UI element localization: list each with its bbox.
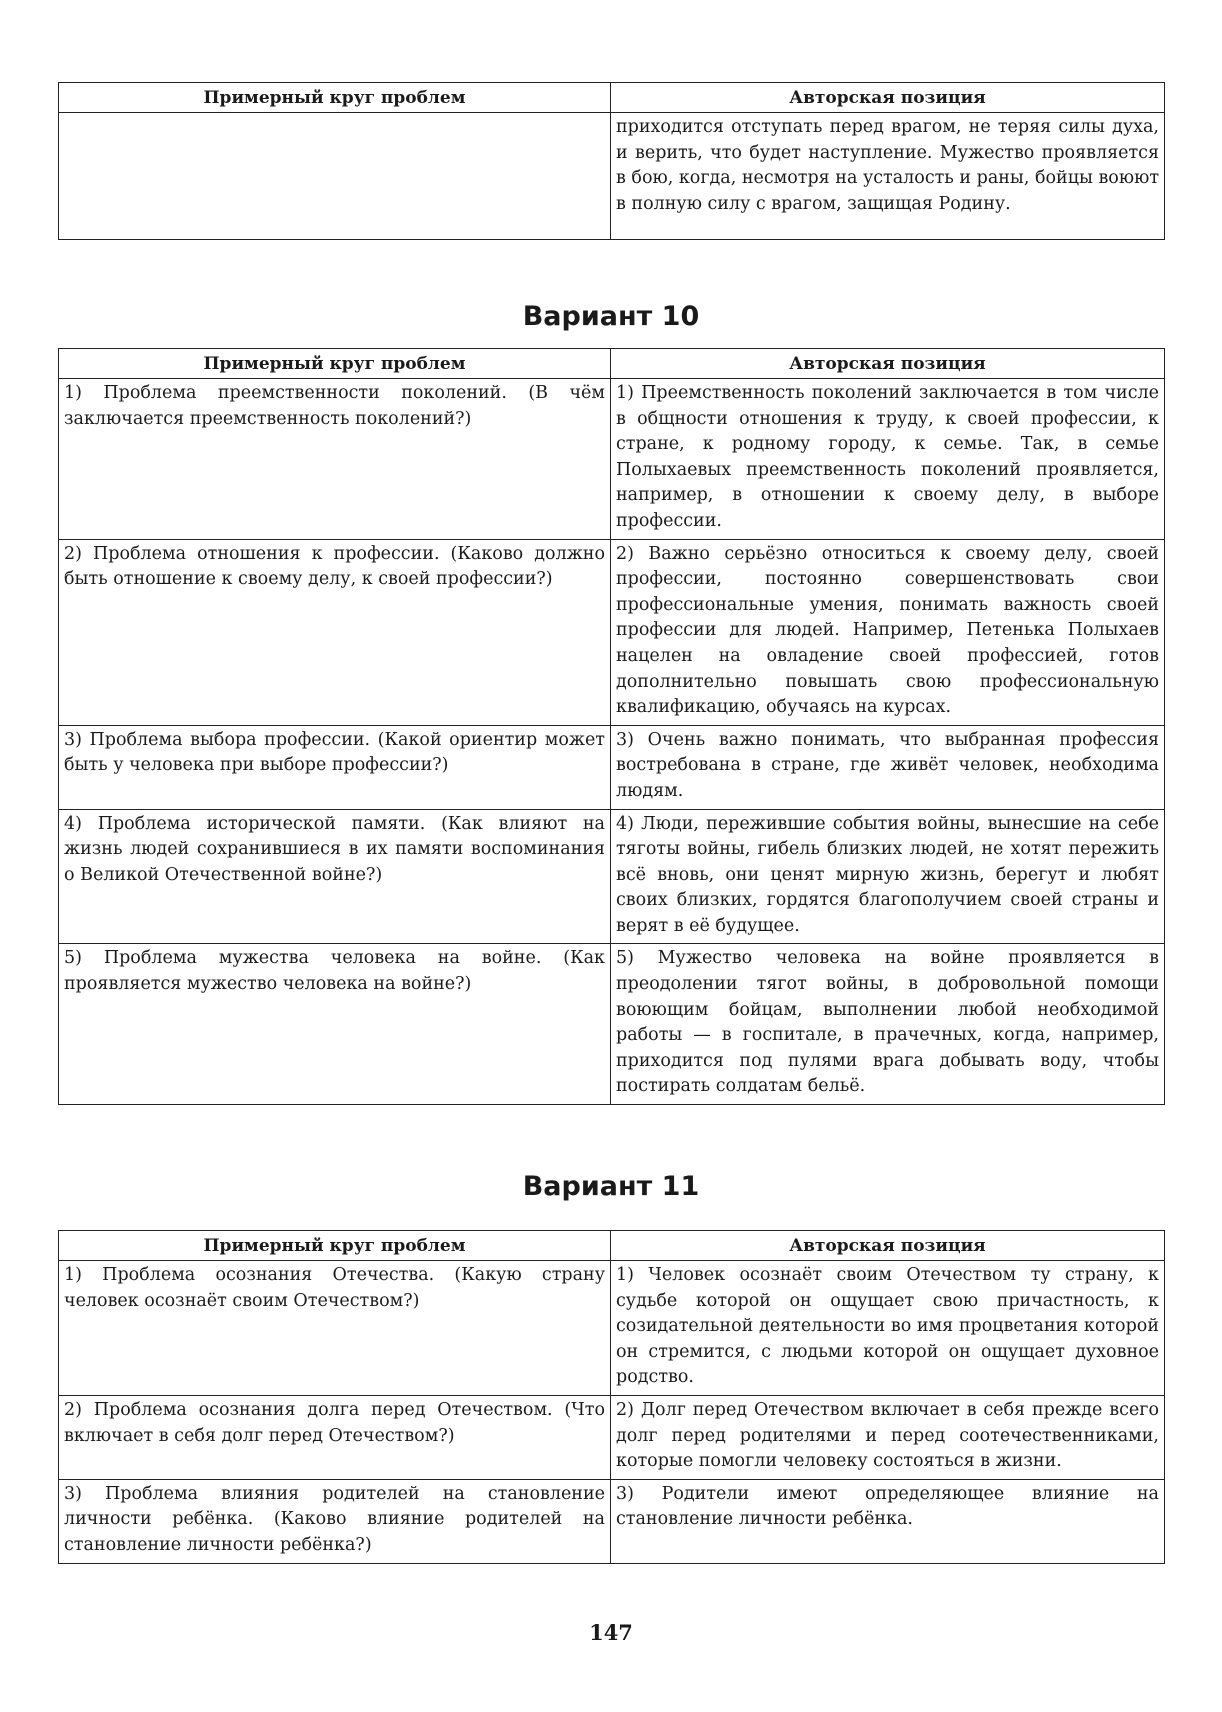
variant-10-table xyxy=(58,348,1165,1105)
problem-cell xyxy=(59,113,611,240)
table-row xyxy=(59,944,1165,1105)
problem-cell: 3) Проблема влияния родителей на становление личности ребёнка. (Каково влияние родителей на становление личности ребёнка?) xyxy=(59,1479,611,1563)
table-row xyxy=(59,1261,1165,1396)
header-problems: Примерный круг проблем xyxy=(59,1231,611,1261)
variant-10-table-block xyxy=(58,348,1164,1105)
variant-11-table xyxy=(58,1230,1165,1564)
problem-cell: 4) Проблема исторической памяти. (Как влияют на жизнь людей сохранившиеся в их памяти воспоминания о Великой Отечественной войне?) xyxy=(59,809,611,944)
position-cell: 5) Мужество человека на войне проявляется в преодолении тягот войны, в добровольной помощи воюющим бойцам, выполнении любой необходимой работы — в госпитале, в прачечных, когда, например, приходится под пулями врага добывать воду, чтобы постирать солдатам бельё. xyxy=(611,944,1165,1105)
header-author-position: Авторская позиция xyxy=(611,1231,1165,1261)
position-cell: 3) Родители имеют определяющее влияние на становление личности ребёнка. xyxy=(611,1479,1165,1563)
header-problems: Примерный круг проблем xyxy=(59,83,611,113)
position-cell: 3) Очень важно понимать, что выбранная профессия востребована в стране, где живёт человек, необходима людям. xyxy=(611,725,1165,809)
position-cell: 4) Люди, пережившие события войны, вынесшие на себе тяготы войны, гибель близких людей, не хотят пережить всё вновь, они ценят мирную жизнь, берегут и любят своих близких, гордятся благополучием своей страны и верят в её будущее. xyxy=(611,809,1165,944)
page-number: 147 xyxy=(589,1620,633,1645)
position-cell: 1) Человек осознаёт своим Отечеством ту страну, к судьбе которой он ощущает свою причастность, к созидательной деятельности во имя процветания которой он стремится, с людьми которой он ощущает духовное родство. xyxy=(611,1261,1165,1396)
continuation-table xyxy=(58,82,1165,240)
table-row xyxy=(59,1395,1165,1479)
table-row xyxy=(59,379,1165,540)
problem-cell: 2) Проблема осознания долга перед Отечеством. (Что включает в себя долг перед Отечеством?) xyxy=(59,1395,611,1479)
position-cell: 2) Долг перед Отечеством включает в себя прежде всего долг перед родителями и перед соотечественниками, которые помогли человеку состояться в жизни. xyxy=(611,1395,1165,1479)
variant-11-table-block xyxy=(58,1230,1164,1564)
header-problems: Примерный круг проблем xyxy=(59,349,611,379)
problem-cell: 5) Проблема мужества человека на войне. (Как проявляется мужество человека на войне?) xyxy=(59,944,611,1105)
variant-11-title: Вариант 11 xyxy=(522,1171,700,1202)
position-cell: 2) Важно серьёзно относиться к своему делу, своей профессии, постоянно совершенствовать свои профессиональные умения, понимать важность своей профессии для людей. Например, Петенька Полыхаев нацелен на овладение своей профессией, готов дополнительно повышать свою профессиональную квалификацию, обучаясь на курсах. xyxy=(611,539,1165,725)
table-row xyxy=(59,725,1165,809)
table-header-row xyxy=(59,83,1165,113)
problem-cell: 2) Проблема отношения к профессии. (Каково должно быть отношение к своему делу, к своей профессии?) xyxy=(59,539,611,725)
table-header-row xyxy=(59,349,1165,379)
position-cell: 1) Преемственность поколений заключается в том числе в общности отношения к труду, к своей профессии, к стране, к родному городу, к семье. Так, в семье Полыхаевых преемственность поколений проявляется, например, в отношении к своему делу, в выборе профессии. xyxy=(611,379,1165,540)
problem-cell: 1) Проблема преемственности поколений. (В чём заключается преемственность поколений?) xyxy=(59,379,611,540)
variant-10-title: Вариант 10 xyxy=(522,301,700,332)
header-author-position: Авторская позиция xyxy=(611,349,1165,379)
table-row xyxy=(59,1479,1165,1563)
problem-cell: 1) Проблема осознания Отечества. (Какую страну человек осознаёт своим Отечеством?) xyxy=(59,1261,611,1396)
table-header-row xyxy=(59,1231,1165,1261)
table-row xyxy=(59,113,1165,240)
continuation-table-block xyxy=(58,82,1164,240)
header-author-position: Авторская позиция xyxy=(611,83,1165,113)
table-row xyxy=(59,809,1165,944)
position-cell: приходится отступать перед врагом, не теряя силы духа, и верить, что будет наступление. Мужество проявляется в бою, когда, несмотря на усталость и раны, бойцы воюют в полную силу с врагом, защищая Родину. xyxy=(611,113,1165,240)
problem-cell: 3) Проблема выбора профессии. (Какой ориентир может быть у человека при выборе профессии?) xyxy=(59,725,611,809)
table-row xyxy=(59,539,1165,725)
